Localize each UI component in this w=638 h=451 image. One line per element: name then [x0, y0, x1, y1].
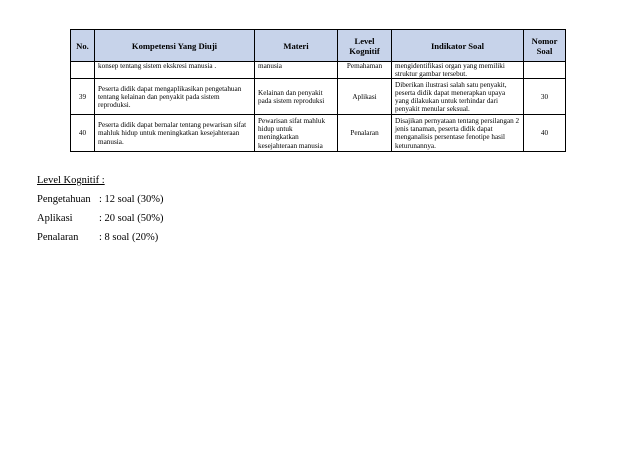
cell-indikator: Diberikan ilustrasi salah satu penyakit, peserta didik dapat menerapkan upaya yang dilakukan untuk terhindar dari penyakit menular seksual.	[392, 79, 524, 115]
cell-kompetensi: konsep tentang sistem ekskresi manusia .	[95, 62, 255, 79]
table-row	[71, 79, 566, 115]
table-row	[71, 115, 566, 152]
cell-level: Penalaran	[338, 115, 392, 152]
table-header-row	[71, 30, 566, 62]
legend-title: Level Kognitif :	[37, 175, 105, 186]
cell-nomor: 30	[524, 79, 566, 115]
cell-indikator: Disajikan pernyataan tentang persilangan 2 jenis tanaman, peserta didik dapat menganalisis persentase fenotipe hasil keturunannya.	[392, 115, 524, 152]
legend-label: Pengetahuan	[37, 194, 91, 205]
cell-nomor	[524, 62, 566, 79]
cell-no: 40	[71, 115, 95, 152]
cell-nomor: 40	[524, 115, 566, 152]
cell-indikator: mengidentifikasi organ yang memiliki struktur gambar tersebut.	[392, 62, 524, 79]
kisi-kisi-table	[70, 29, 566, 152]
cell-no	[71, 62, 95, 79]
legend-value: : 20 soal (50%)	[99, 213, 164, 224]
legend-line-aplikasi	[37, 209, 163, 228]
legend-value: : 8 soal (20%)	[99, 232, 159, 243]
legend-line-pengetahuan	[37, 190, 163, 209]
legend-label: Aplikasi	[37, 213, 73, 224]
cell-materi: Kelainan dan penyakit pada sistem reproduksi	[255, 79, 338, 115]
cell-level: Aplikasi	[338, 79, 392, 115]
header-kompetensi: Kompetensi Yang Diuji	[95, 30, 255, 62]
cell-materi: manusia	[255, 62, 338, 79]
level-kognitif-legend	[37, 171, 163, 247]
cell-materi: Pewarisan sifat mahluk hidup untuk meningkatkan kesejahteraan manusia	[255, 115, 338, 152]
header-level-kognitif: Level Kognitif	[338, 30, 392, 62]
cell-no: 39	[71, 79, 95, 115]
header-indikator: Indikator Soal	[392, 30, 524, 62]
cell-level: Pemahaman	[338, 62, 392, 79]
cell-kompetensi: Peserta didik dapat bernalar tentang pewarisan sifat mahluk hidup untuk meningkatkan kesejahteraan manusia.	[95, 115, 255, 152]
header-nomor-soal: Nomor Soal	[524, 30, 566, 62]
cell-kompetensi: Peserta didik dapat mengaplikasikan pengetahuan tentang kelainan dan penyakit pada sistem reproduksi.	[95, 79, 255, 115]
legend-label: Penalaran	[37, 232, 79, 243]
kisi-kisi-table-container	[70, 29, 566, 152]
legend-value: : 12 soal (30%)	[99, 194, 164, 205]
legend-line-penalaran	[37, 228, 163, 247]
header-no: No.	[71, 30, 95, 62]
header-materi: Materi	[255, 30, 338, 62]
table-row	[71, 62, 566, 79]
